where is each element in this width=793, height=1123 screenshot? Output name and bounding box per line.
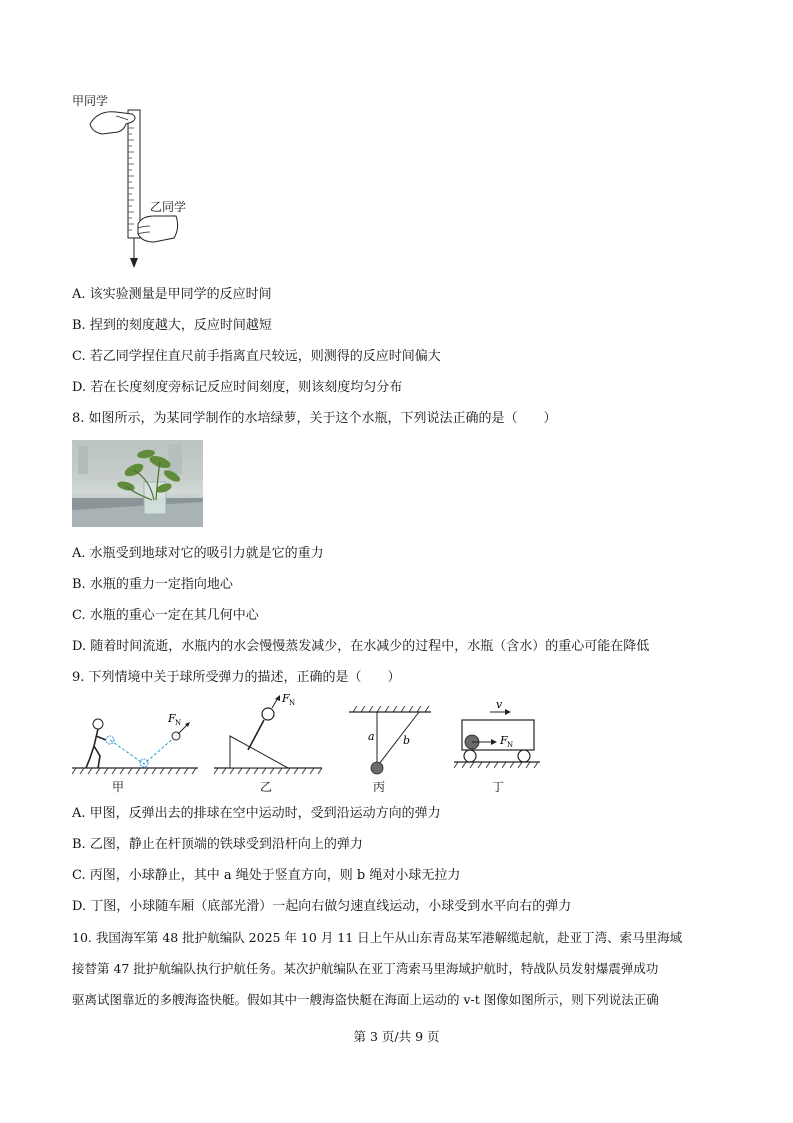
q7-option-a: A. 该实验测量是甲同学的反应时间 xyxy=(72,287,272,302)
label-jia: 甲同学 xyxy=(72,94,109,108)
q8-option-d: D. 随着时间流逝，水瓶内的水会慢慢蒸发减少，在水减少的过程中，水瓶（含水）的重心可能在降低 xyxy=(72,639,650,654)
jia-force-sub: N xyxy=(175,719,182,727)
q8-option-a: A. 水瓶受到地球对它的吸引力就是它的重力 xyxy=(72,546,324,561)
ding-force-label: F xyxy=(500,734,508,747)
q7-option-d: D. 若在长度刻度旁标记反应时间刻度，则该刻度均匀分布 xyxy=(72,380,403,395)
q9-stem: 9. 下列情境中关于球所受弹力的描述，正确的是（ ） xyxy=(72,670,401,685)
ding-caption: 丁 xyxy=(492,780,505,794)
page-footer: 第 3 页/共 9 页 xyxy=(353,1029,440,1044)
q10-line-1: 10. 我国海军第 48 批护航编队 2025 年 10 月 11 日上午从山东青岛某军港解缆起航，赴亚丁湾、索马里海域 xyxy=(72,930,683,945)
yi-force-label: F xyxy=(282,692,290,705)
q8-stem: 8. 如图所示，为某同学制作的水培绿萝，关于这个水瓶，下列说法正确的是（ ） xyxy=(72,411,557,426)
q9-option-a: A. 甲图，反弹出去的排球在空中运动时，受到沿运动方向的弹力 xyxy=(72,806,441,821)
ruler-drawing xyxy=(72,92,212,272)
q9-figure-bing xyxy=(345,704,435,796)
q8-option-b: B. 水瓶的重力一定指向地心 xyxy=(72,577,233,592)
q8-photo xyxy=(72,440,203,527)
ding-force-sub: N xyxy=(507,741,514,749)
q9-figure-yi xyxy=(212,690,327,796)
q9-option-c: C. 丙图，小球静止，其中 a 绳处于竖直方向，则 b 绳对小球无拉力 xyxy=(72,868,461,883)
q10-line-2: 接替第 47 批护航编队执行护航任务。某次护航编队在亚丁湾索马里海域护航时，特战队员发射爆震弹成功 xyxy=(72,961,659,976)
bing-caption: 丙 xyxy=(373,780,386,794)
bing-rope-a: a xyxy=(368,730,375,743)
yi-force-sub: N xyxy=(289,699,296,707)
q7-option-c: C. 若乙同学捏住直尺前手指离直尺较远，则测得的反应时间偏大 xyxy=(72,349,441,364)
ding-velocity-label: v xyxy=(496,698,503,711)
q9-figure-ding xyxy=(452,698,542,796)
q10-line-3: 驱离试图靠近的多艘海盗快艇。假如其中一艘海盗快艇在海面上运动的 v-t 图像如图所示，则下列说法正确 xyxy=(72,992,659,1007)
q9-option-b: B. 乙图，静止在杆顶端的铁球受到沿杆向上的弹力 xyxy=(72,837,363,852)
jia-caption: 甲 xyxy=(112,780,125,794)
ruler-figure xyxy=(72,92,212,272)
jia-force-label: F xyxy=(168,712,176,725)
q9-figure-jia xyxy=(72,700,202,796)
yi-caption: 乙 xyxy=(260,780,273,794)
label-yi: 乙同学 xyxy=(150,200,187,214)
q7-option-b: B. 捏到的刻度越大，反应时间越短 xyxy=(72,318,272,333)
q9-option-d: D. 丁图，小球随车厢（底部光滑）一起向右做匀速直线运动，小球受到水平向右的弹力 xyxy=(72,899,572,914)
q8-option-c: C. 水瓶的重心一定在其几何中心 xyxy=(72,608,259,623)
bing-rope-b: b xyxy=(403,734,411,747)
